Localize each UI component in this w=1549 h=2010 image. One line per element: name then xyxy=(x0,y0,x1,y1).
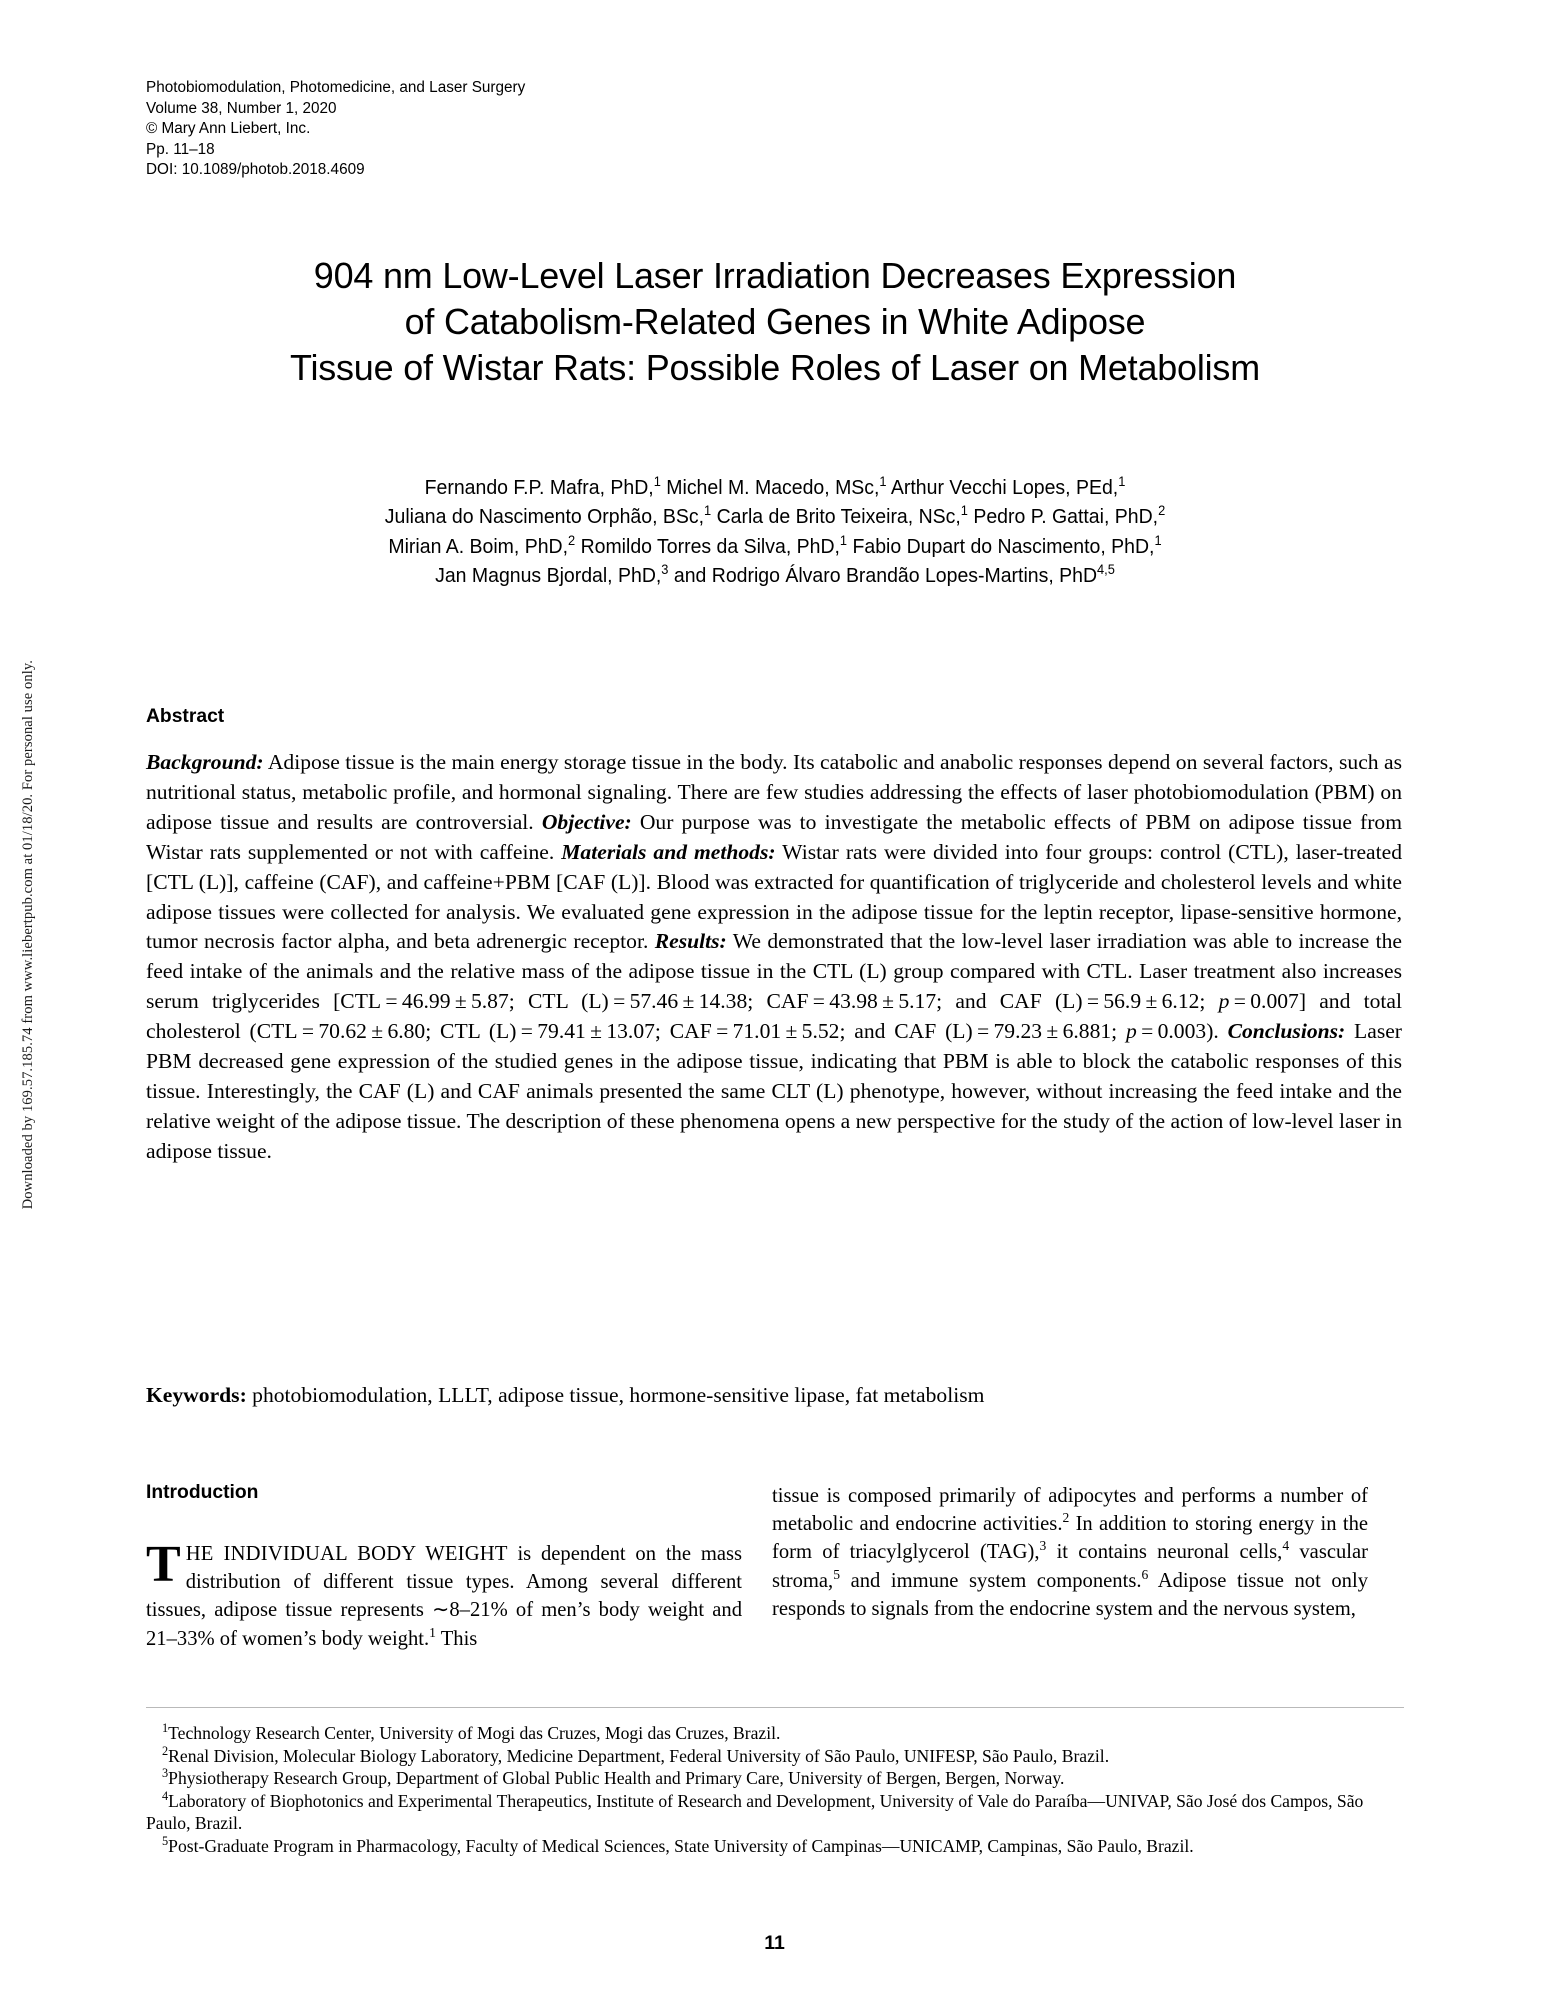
intro-paragraph-right xyxy=(772,1482,1368,1623)
author-affil-ref: 3 xyxy=(661,562,669,578)
author-name: Juliana do Nascimento Orphão, BSc, xyxy=(384,506,705,529)
author-affil-ref: 1 xyxy=(960,503,968,519)
download-stamp: Downloaded by 169.57.185.74 from www.liebertpub.com at 01/18/20. For personal use only. xyxy=(20,660,36,1210)
abstract-results-label: Results: xyxy=(654,929,727,954)
intro-paragraph-left xyxy=(146,1536,743,1653)
affiliation-text: Renal Division, Molecular Biology Laboratory, Medicine Department, Federal University of São Paulo, UNIFESP, São Paulo, Brazil. xyxy=(168,1745,1110,1766)
footnote-divider xyxy=(146,1707,1404,1708)
citation-ref: 2 xyxy=(1062,1510,1070,1526)
title-line-1: 904 nm Low-Level Laser Irradiation Decreases Expression xyxy=(313,255,1237,296)
intro-text-right-4: vascular stroma, xyxy=(772,1541,1368,1592)
abstract-background-text: Adipose tissue is the main energy storage tissue in the body. Its catabolic and anabolic responses depend on several factors, such as nutritional status, metabolic profile, and hormonal signaling. There are few studies addressing the effects of laser photobiomodulation (PBM) on adipose tissue and results are controversial. xyxy=(146,750,1402,834)
abstract-objective-text: Our purpose was to investigate the metabolic effects of PBM on adipose tissue from Wistar rats supplemented or not with caffeine. xyxy=(146,809,1403,864)
abstract-objective-label: Objective: xyxy=(541,809,632,834)
body-column-left xyxy=(146,1482,742,1653)
abstract-paragraph xyxy=(146,748,1402,1167)
citation-ref: 4 xyxy=(1282,1538,1290,1554)
keywords-text: photobiomodulation, LLLT, adipose tissue, hormone-sensitive lipase, fat metabolism xyxy=(246,1383,985,1407)
affiliation-marker: 1 xyxy=(162,1721,169,1736)
affiliation-item xyxy=(146,1790,1408,1835)
author-name: Jan Magnus Bjordal, PhD, xyxy=(435,565,662,588)
citation-ref: 6 xyxy=(1141,1566,1149,1582)
author-affil-ref: 4,5 xyxy=(1097,562,1115,578)
journal-name: Photobiomodulation, Photomedicine, and Laser Surgery xyxy=(146,79,526,96)
intro-text-right-5: and immune system components. xyxy=(840,1569,1142,1592)
affiliation-item xyxy=(146,1767,1408,1790)
intro-text-right-3: it contains neuronal cells, xyxy=(1046,1541,1283,1564)
drop-cap: T xyxy=(146,1536,181,1593)
abstract-body xyxy=(146,748,1402,1167)
abstract-methods-text: Wistar rats were divided into four groups: control (CTL), laser-treated [CTL (L)], caffeine (CAF), and caffeine+PBM [CAF (L)]. Blood was extracted for quantification of triglyceride and cholesterol levels and white adipose tissues were collected for analysis. We evaluated gene expression in the adipose tissue for the leptin receptor, lipase-sensitive hormone, tumor necrosis factor alpha, and beta adrenergic receptor. xyxy=(146,839,1402,954)
keywords xyxy=(146,1381,1402,1411)
journal-pages: Pp. 11–18 xyxy=(146,140,215,158)
abstract-results-text-3: = 0.003). xyxy=(1136,1019,1219,1044)
intro-smallcaps: HE INDIVIDUAL BODY WEIGHT xyxy=(185,1543,508,1565)
title-line-3: Tissue of Wistar Rats: Possible Roles of Laser on Metabolism xyxy=(290,347,1260,388)
section-heading-introduction: Introduction xyxy=(146,1482,259,1503)
affiliation-item xyxy=(146,1745,1408,1768)
abstract-results-pvalue-symbol: p xyxy=(1218,989,1230,1014)
intro-text-right-2: In addition to storing energy in the form of triacylglycerol (TAG), xyxy=(772,1513,1369,1564)
affiliation-text: Post-Graduate Program in Pharmacology, Faculty of Medical Sciences, State University of Campinas—UNICAMP, Campinas, São Paulo, Brazil. xyxy=(168,1835,1194,1856)
author-affil-ref: 2 xyxy=(568,533,576,549)
affiliation-text: Technology Research Center, University of Mogi das Cruzes, Mogi das Cruzes, Brazil. xyxy=(168,1723,781,1743)
abstract-heading: Abstract xyxy=(146,706,225,727)
intro-text-right-1: tissue is composed primarily of adipocytes and performs a number of metabolic and endocrine activities. xyxy=(772,1485,1368,1536)
keywords-label: Keywords: xyxy=(146,1383,247,1407)
abstract-conclusions-text: Laser PBM decreased gene expression of the studied genes in the adipose tissue, indicating that PBM is able to block the catabolic responses of this tissue. Interestingly, the CAF (L) and CAF animals presented the same CLT (L) phenotype, however, without increasing the feed intake and the relative weight of the adipose tissue. The description of these phenomena opens a new perspective for the study of the action of low-level laser in adipose tissue. xyxy=(146,1019,1402,1163)
journal-doi: DOI: 10.1089/photob.2018.4609 xyxy=(146,161,365,179)
author-name: and Rodrigo Álvaro Brandão Lopes-Martins, PhD xyxy=(668,565,1098,588)
intro-text-right-6: Adipose tissue not only responds to signals from the endocrine system and the nervous system, xyxy=(772,1569,1368,1620)
citation-ref: 3 xyxy=(1039,1538,1047,1554)
affiliation-item xyxy=(146,1722,1408,1745)
journal-volume: Volume 38, Number 1, 2020 xyxy=(146,99,337,117)
abstract-results-text-1: We demonstrated that the low-level laser irradiation was able to increase the feed intake of the animals and the relative mass of the adipose tissue in the CTL (L) group compared with CTL. Laser treatment also increases serum triglycerides [CTL = 46.99 ± 5.87; CTL (L) = 57.46 ± 14.38; CAF = 43.98 ± 5.17; and CAF (L) = 56.9 ± 6.12; xyxy=(146,929,1402,1014)
abstract-background-label: Background: xyxy=(146,750,264,774)
affiliations-list xyxy=(146,1722,1408,1858)
author-name: Pedro P. Gattai, PhD, xyxy=(967,506,1159,529)
abstract-results-text-2: = 0.007] and total cholesterol (CTL = 70.62 ± 6.80; CTL (L) = 79.41 ± 13.07; CAF = 71.01 ± 5.52; and CAF (L) = 79.23 ± 6.881; xyxy=(146,989,1402,1044)
author-affil-ref: 1 xyxy=(653,474,661,490)
author-name: Fabio Dupart do Nascimento, PhD, xyxy=(847,535,1155,558)
abstract-methods-label: Materials and methods: xyxy=(561,839,776,864)
author-name: Michel M. Macedo, MSc, xyxy=(660,477,880,499)
title-line-2: of Catabolism-Related Genes in White Adipose xyxy=(404,301,1146,342)
author-affil-ref: 1 xyxy=(1154,533,1162,549)
author-list xyxy=(165,474,1384,592)
author-line-1 xyxy=(165,474,1384,503)
author-affil-ref: 1 xyxy=(879,474,887,490)
citation-ref: 1 xyxy=(429,1624,436,1640)
author-affil-ref: 1 xyxy=(1118,474,1126,490)
abstract-conclusions-label: Conclusions: xyxy=(1227,1019,1346,1044)
body-column-right xyxy=(772,1482,1368,1623)
author-affil-ref: 1 xyxy=(704,503,712,519)
page-title xyxy=(150,253,1401,391)
intro-text-left: is dependent on the mass distribution of different tissue types. Among several different tissues, adipose tissue represents ∼8–21% of men’s body weight and 21–33% of women’s body weight. xyxy=(146,1543,743,1650)
author-line-2 xyxy=(165,503,1384,532)
citation-ref: 5 xyxy=(833,1566,840,1582)
author-name: Mirian A. Boim, PhD, xyxy=(388,535,569,558)
affiliation-marker: 2 xyxy=(162,1743,169,1758)
author-line-3 xyxy=(165,533,1384,562)
affiliation-marker: 4 xyxy=(162,1788,169,1803)
affiliation-text: Laboratory of Biophotonics and Experimental Therapeutics, Institute of Research and Development, University of Vale do Paraíba—UNIVAP, São José dos Campos, São Paulo, Brazil. xyxy=(146,1790,1364,1834)
author-name: Arthur Vecchi Lopes, PEd, xyxy=(886,477,1119,499)
affiliation-marker: 5 xyxy=(162,1834,169,1849)
author-affil-ref: 2 xyxy=(1158,503,1166,519)
affiliation-marker: 3 xyxy=(162,1766,169,1781)
author-name: Romildo Torres da Silva, PhD, xyxy=(575,535,840,558)
author-affil-ref: 1 xyxy=(839,533,848,549)
abstract-results-pvalue-symbol: p xyxy=(1125,1019,1137,1044)
journal-masthead xyxy=(146,78,525,181)
intro-text-left-tail: This xyxy=(435,1627,478,1650)
author-name: Fernando F.P. Mafra, PhD, xyxy=(424,477,654,499)
journal-publisher: © Mary Ann Liebert, Inc. xyxy=(146,120,311,138)
affiliation-item xyxy=(146,1835,1408,1858)
page-number: 11 xyxy=(764,1932,785,1954)
author-line-4 xyxy=(165,562,1384,591)
affiliation-text: Physiotherapy Research Group, Department of Global Public Health and Primary Care, University of Bergen, Bergen, Norway. xyxy=(168,1768,1065,1789)
author-name: Carla de Brito Teixeira, NSc, xyxy=(711,506,961,529)
